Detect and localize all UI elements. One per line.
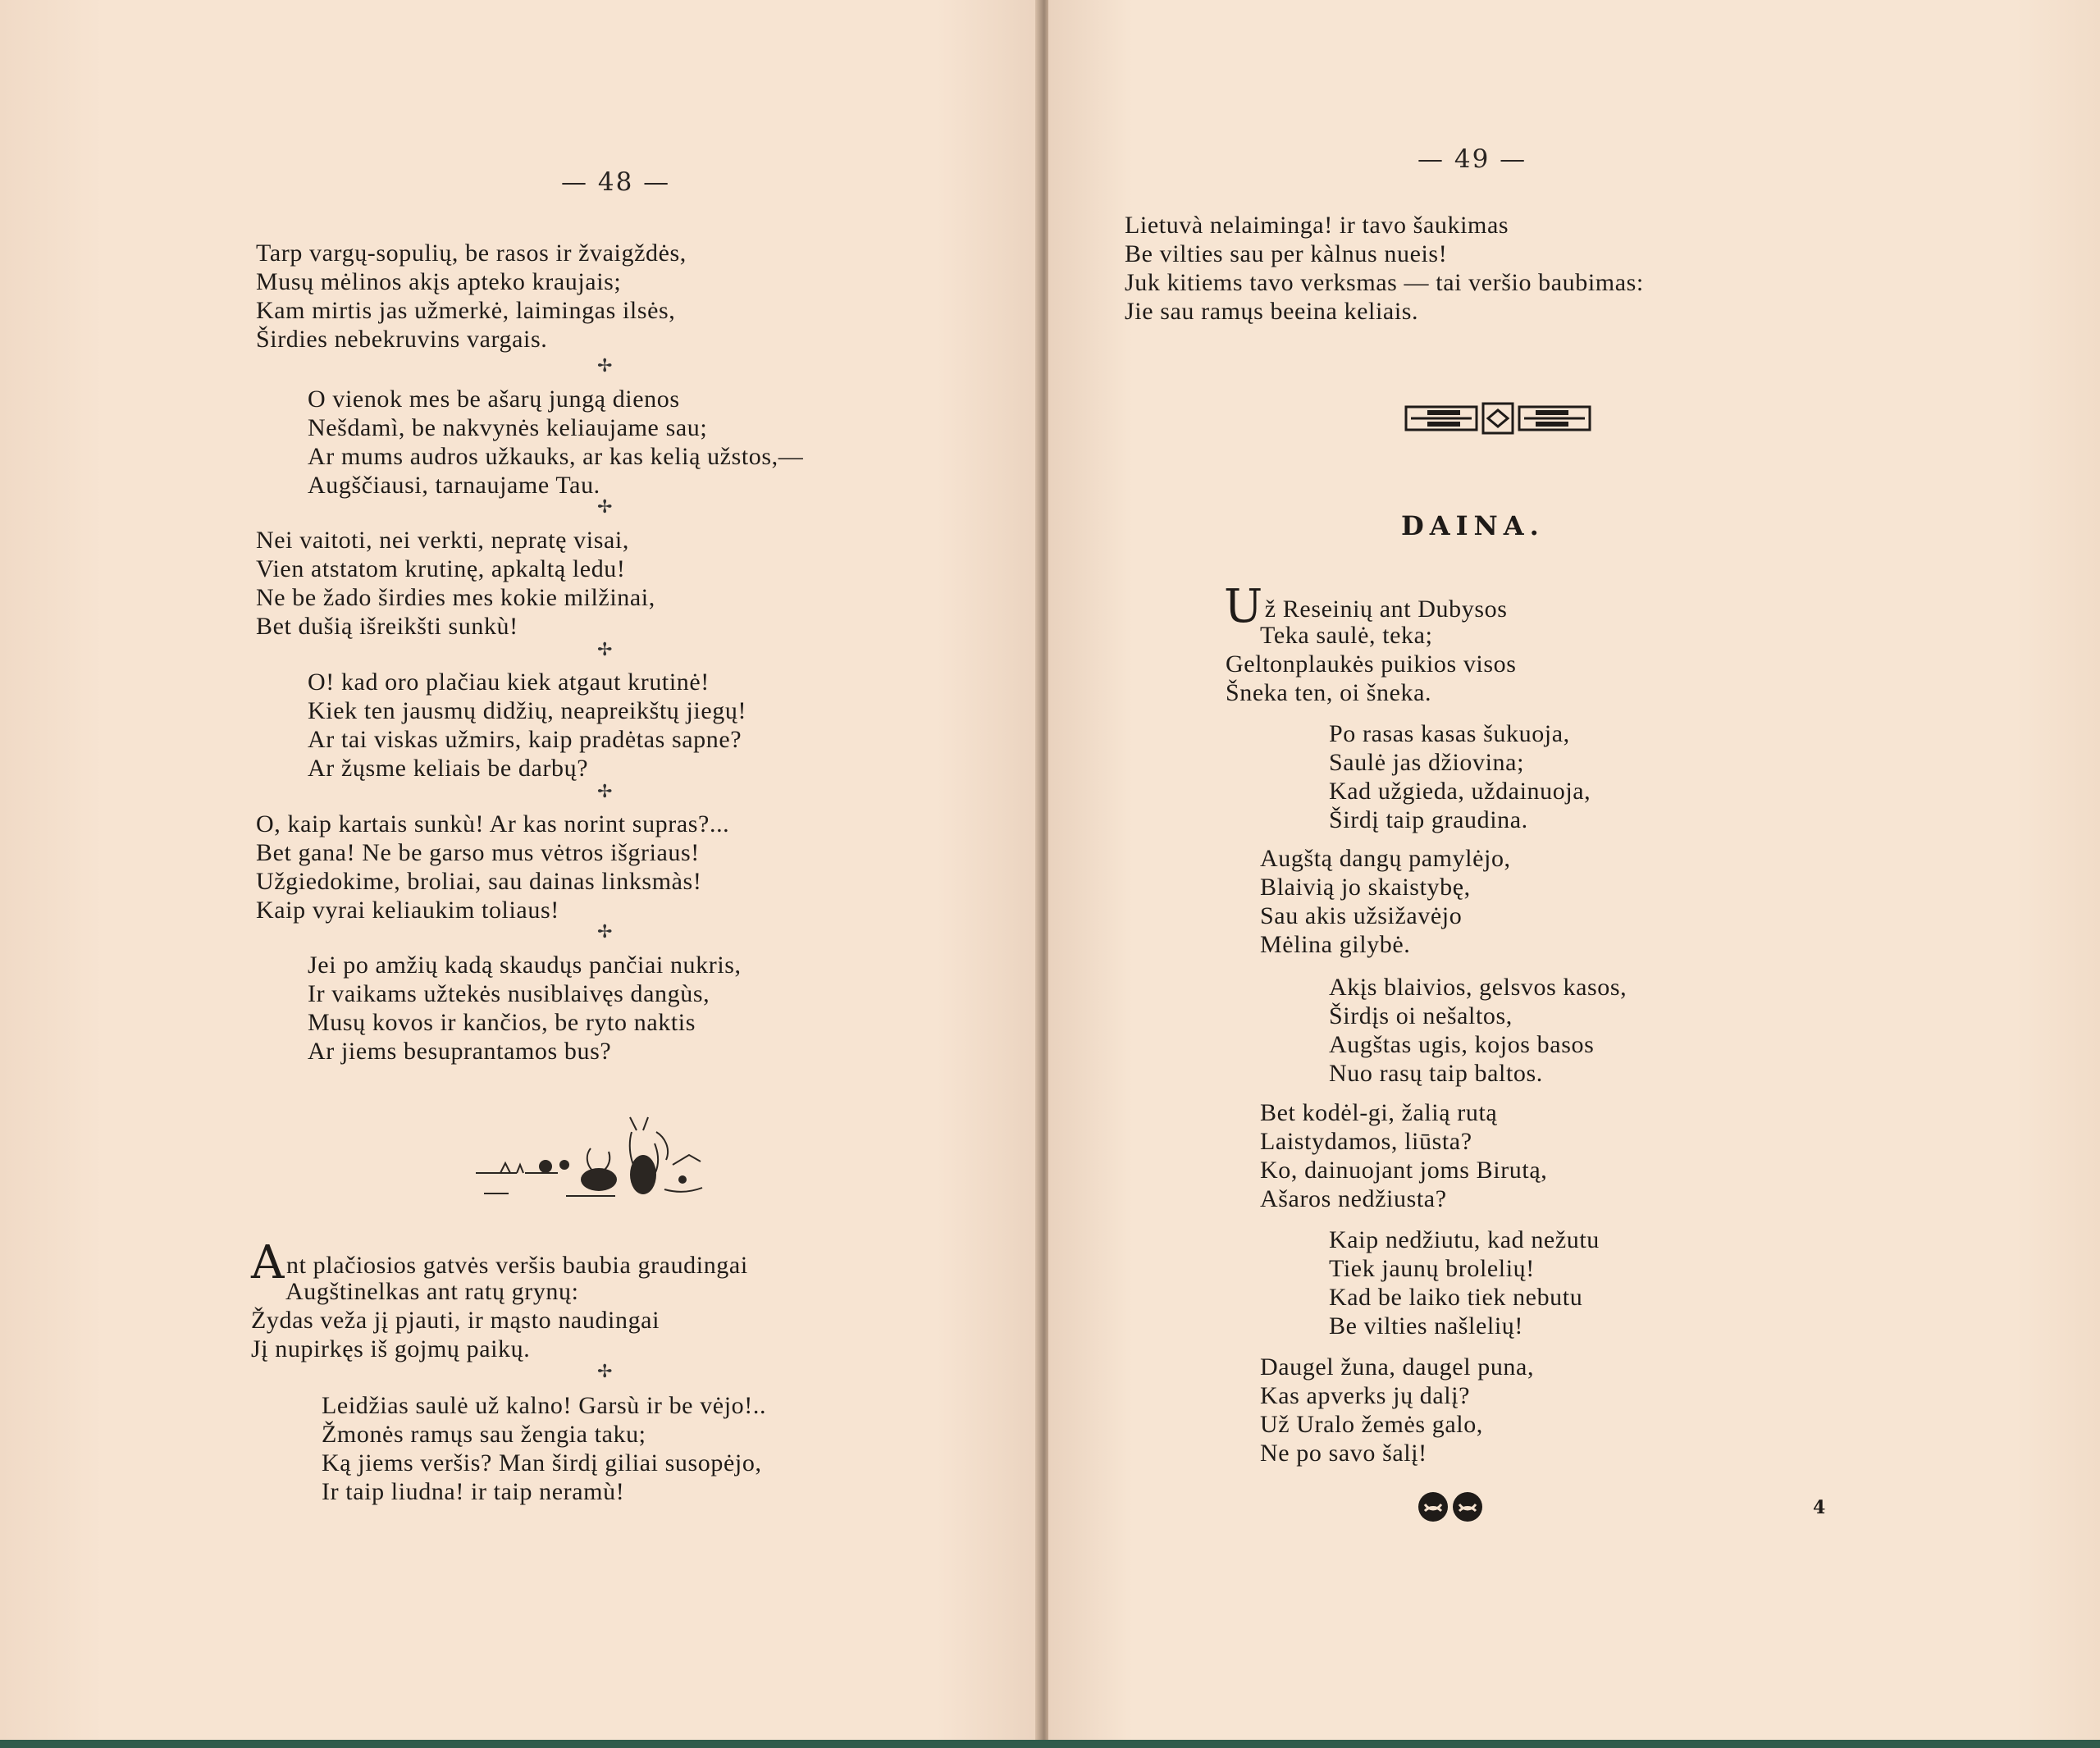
poem-line: Nešdamì, be nakvynės keliaujame sau; xyxy=(308,414,708,441)
rabbits-vignette-icon xyxy=(468,1116,714,1222)
poem-line: Ar žųsme keliais be darbų? xyxy=(308,755,589,782)
poem-line: Kam mirtis jas užmerkė, laimingas ilsės, xyxy=(256,297,676,324)
poem-line: Kiek ten jausmų didžių, neapreikštų jiegų! xyxy=(308,697,747,724)
poem-line: Bet gana! Ne be garso mus vėtros išgriaus! xyxy=(256,839,700,866)
page-number-left: — 48 — xyxy=(561,167,671,197)
stanza-separator: ✢ xyxy=(597,497,613,518)
stanza-separator: ✢ xyxy=(597,782,613,802)
poem-line: Tarp vargų-sopulių, be rasos ir žvaigždės, xyxy=(256,240,687,267)
poem-line: Po rasas kasas šukuoja, xyxy=(1329,720,1570,747)
stanza-separator: ✢ xyxy=(597,1362,613,1382)
poem-line: Akįs blaivios, gelsvos kasos, xyxy=(1329,974,1628,1001)
dropcap: U xyxy=(1224,580,1263,633)
poem-line: Augštas ugis, kojos basos xyxy=(1329,1031,1595,1058)
poem-line: Juk kitiems tavo verksmas — tai veršio baubimas: xyxy=(1125,269,1644,296)
poem-line: Nuo rasų taip baltos. xyxy=(1329,1060,1543,1087)
poem-line: Teka saulė, teka; xyxy=(1260,622,1433,649)
poem-line: Ir vaikams užtekės nusiblaivęs dangùs, xyxy=(308,980,710,1007)
dropcap: A xyxy=(251,1236,285,1289)
bottom-edge xyxy=(0,1740,2100,1748)
stanza-separator: ✢ xyxy=(597,922,613,942)
poem-line: Nei vaitoti, nei verkti, nepratę visai, xyxy=(256,527,629,554)
poem-line: Geltonplaukės puikios visos xyxy=(1226,650,1517,678)
end-ornament-icon xyxy=(1416,1490,1486,1524)
poem-line: Kaip nedžiutu, kad nežutu xyxy=(1329,1226,1600,1253)
poem-line: Ko, dainuojant joms Birutą, xyxy=(1260,1157,1548,1184)
stanza-separator: ✢ xyxy=(597,356,613,377)
poem-line: Žydas veža jį pjauti, ir mąsto naudingai xyxy=(251,1307,660,1334)
poem-line: Bet kodėl-gi, žalią rutą xyxy=(1260,1099,1498,1126)
poem-line: Žmonės ramųs sau žengia taku; xyxy=(322,1421,646,1448)
poem-line: Kad užgieda, uždainuoja, xyxy=(1329,778,1591,805)
poem-first-line xyxy=(1224,580,1508,633)
left-page xyxy=(0,0,1040,1748)
poem-line: Širdįs oi nešaltos, xyxy=(1329,1002,1513,1029)
poem-line: Ne be žado širdies mes kokie milžinai, xyxy=(256,584,655,611)
ornament-divider-icon xyxy=(1403,400,1591,436)
poem-line: Ar mums audros užkauks, ar kas kelią užstos,— xyxy=(308,443,804,470)
page-number-right: — 49 — xyxy=(1418,144,1527,174)
poem-line: Blaivią jo skaistybę, xyxy=(1260,874,1471,901)
poem-line: Kaip vyrai keliaukim toliaus! xyxy=(256,897,559,924)
poem-first-line xyxy=(251,1236,748,1289)
poem-line: Leidžias saulė už kalno! Garsù ir be vėjo!.. xyxy=(322,1392,767,1419)
poem-line: Ką jiems veršis? Man širdį giliai susopėjo, xyxy=(322,1449,762,1476)
poem-title: DAINA. xyxy=(1401,510,1545,541)
poem-line: O vienok mes be ašarų jungą dienos xyxy=(308,386,680,413)
poem-line: Augščiausi, tarnaujame Tau. xyxy=(308,472,600,499)
poem-line: Širdį taip graudina. xyxy=(1329,806,1528,833)
poem-line: Ir taip liudna! ir taip neramù! xyxy=(322,1478,625,1505)
poem-line: Vien atstatom krutinę, apkaltą ledu! xyxy=(256,555,626,582)
poem-line: Ar tai viskas užmirs, kaip pradėtas sapne? xyxy=(308,726,742,753)
poem-line: Lietuvà nelaiminga! ir tavo šaukimas xyxy=(1125,212,1509,239)
poem-line: O, kaip kartais sunkù! Ar kas norint supras?... xyxy=(256,810,730,837)
poem-line: Mėlina gilybė. xyxy=(1260,931,1411,958)
poem-line: Sau akis užsižavėjo xyxy=(1260,902,1463,929)
poem-line: ž Reseinių ant Dubysos xyxy=(1264,596,1508,623)
poem-line: Už Uralo žemės galo, xyxy=(1260,1411,1483,1438)
poem-line: Augštinelkas ant ratų grynų: xyxy=(285,1278,579,1305)
poem-line: Užgiedokime, broliai, sau dainas linksmàs! xyxy=(256,868,702,895)
poem-line: Daugel žuna, daugel puna, xyxy=(1260,1353,1535,1381)
poem-line: Musų mėlinos akįs apteko kraujais; xyxy=(256,268,622,295)
poem-line: Augštą dangų pamylėjo, xyxy=(1260,845,1511,872)
poem-line: Jie sau ramųs beeina keliais. xyxy=(1125,298,1419,325)
poem-line: Musų kovos ir kančios, be ryto naktis xyxy=(308,1009,696,1036)
poem-line: Ar jiems besuprantamos bus? xyxy=(308,1038,612,1065)
poem-line: Šneka ten, oi šneka. xyxy=(1226,679,1432,706)
poem-line: Kas apverks jų dalį? xyxy=(1260,1382,1471,1409)
stanza-separator: ✢ xyxy=(597,640,613,660)
poem-line: Jei po amžių kadą skaudųs pančiai nukris, xyxy=(308,952,742,979)
poem-line: Širdies nebekruvins vargais. xyxy=(256,326,548,353)
poem-line: Be vilties našlelių! xyxy=(1329,1312,1523,1340)
poem-line: Ne po savo šalį! xyxy=(1260,1440,1427,1467)
right-page xyxy=(1048,0,2100,1748)
poem-line: Saulė jas džiovina; xyxy=(1329,749,1525,776)
poem-line: Laistydamos, liūsta? xyxy=(1260,1128,1472,1155)
poem-line: nt plačiosios gatvės veršis baubia graudingai xyxy=(286,1252,748,1279)
poem-line: Kad be laiko tiek nebutu xyxy=(1329,1284,1583,1311)
poem-line: O! kad oro plačiau kiek atgaut krutinė! xyxy=(308,669,710,696)
poem-line: Be vilties sau per kàlnus nueis! xyxy=(1125,240,1448,267)
signature-mark: 4 xyxy=(1813,1497,1826,1518)
poem-line: Bet dušią išreikšti sunkù! xyxy=(256,613,518,640)
poem-line: Ašaros nedžiusta? xyxy=(1260,1185,1447,1212)
poem-line: Tiek jaunų brolelių! xyxy=(1329,1255,1535,1282)
poem-line: Jį nupirkęs iš gojmų paikų. xyxy=(251,1335,531,1362)
